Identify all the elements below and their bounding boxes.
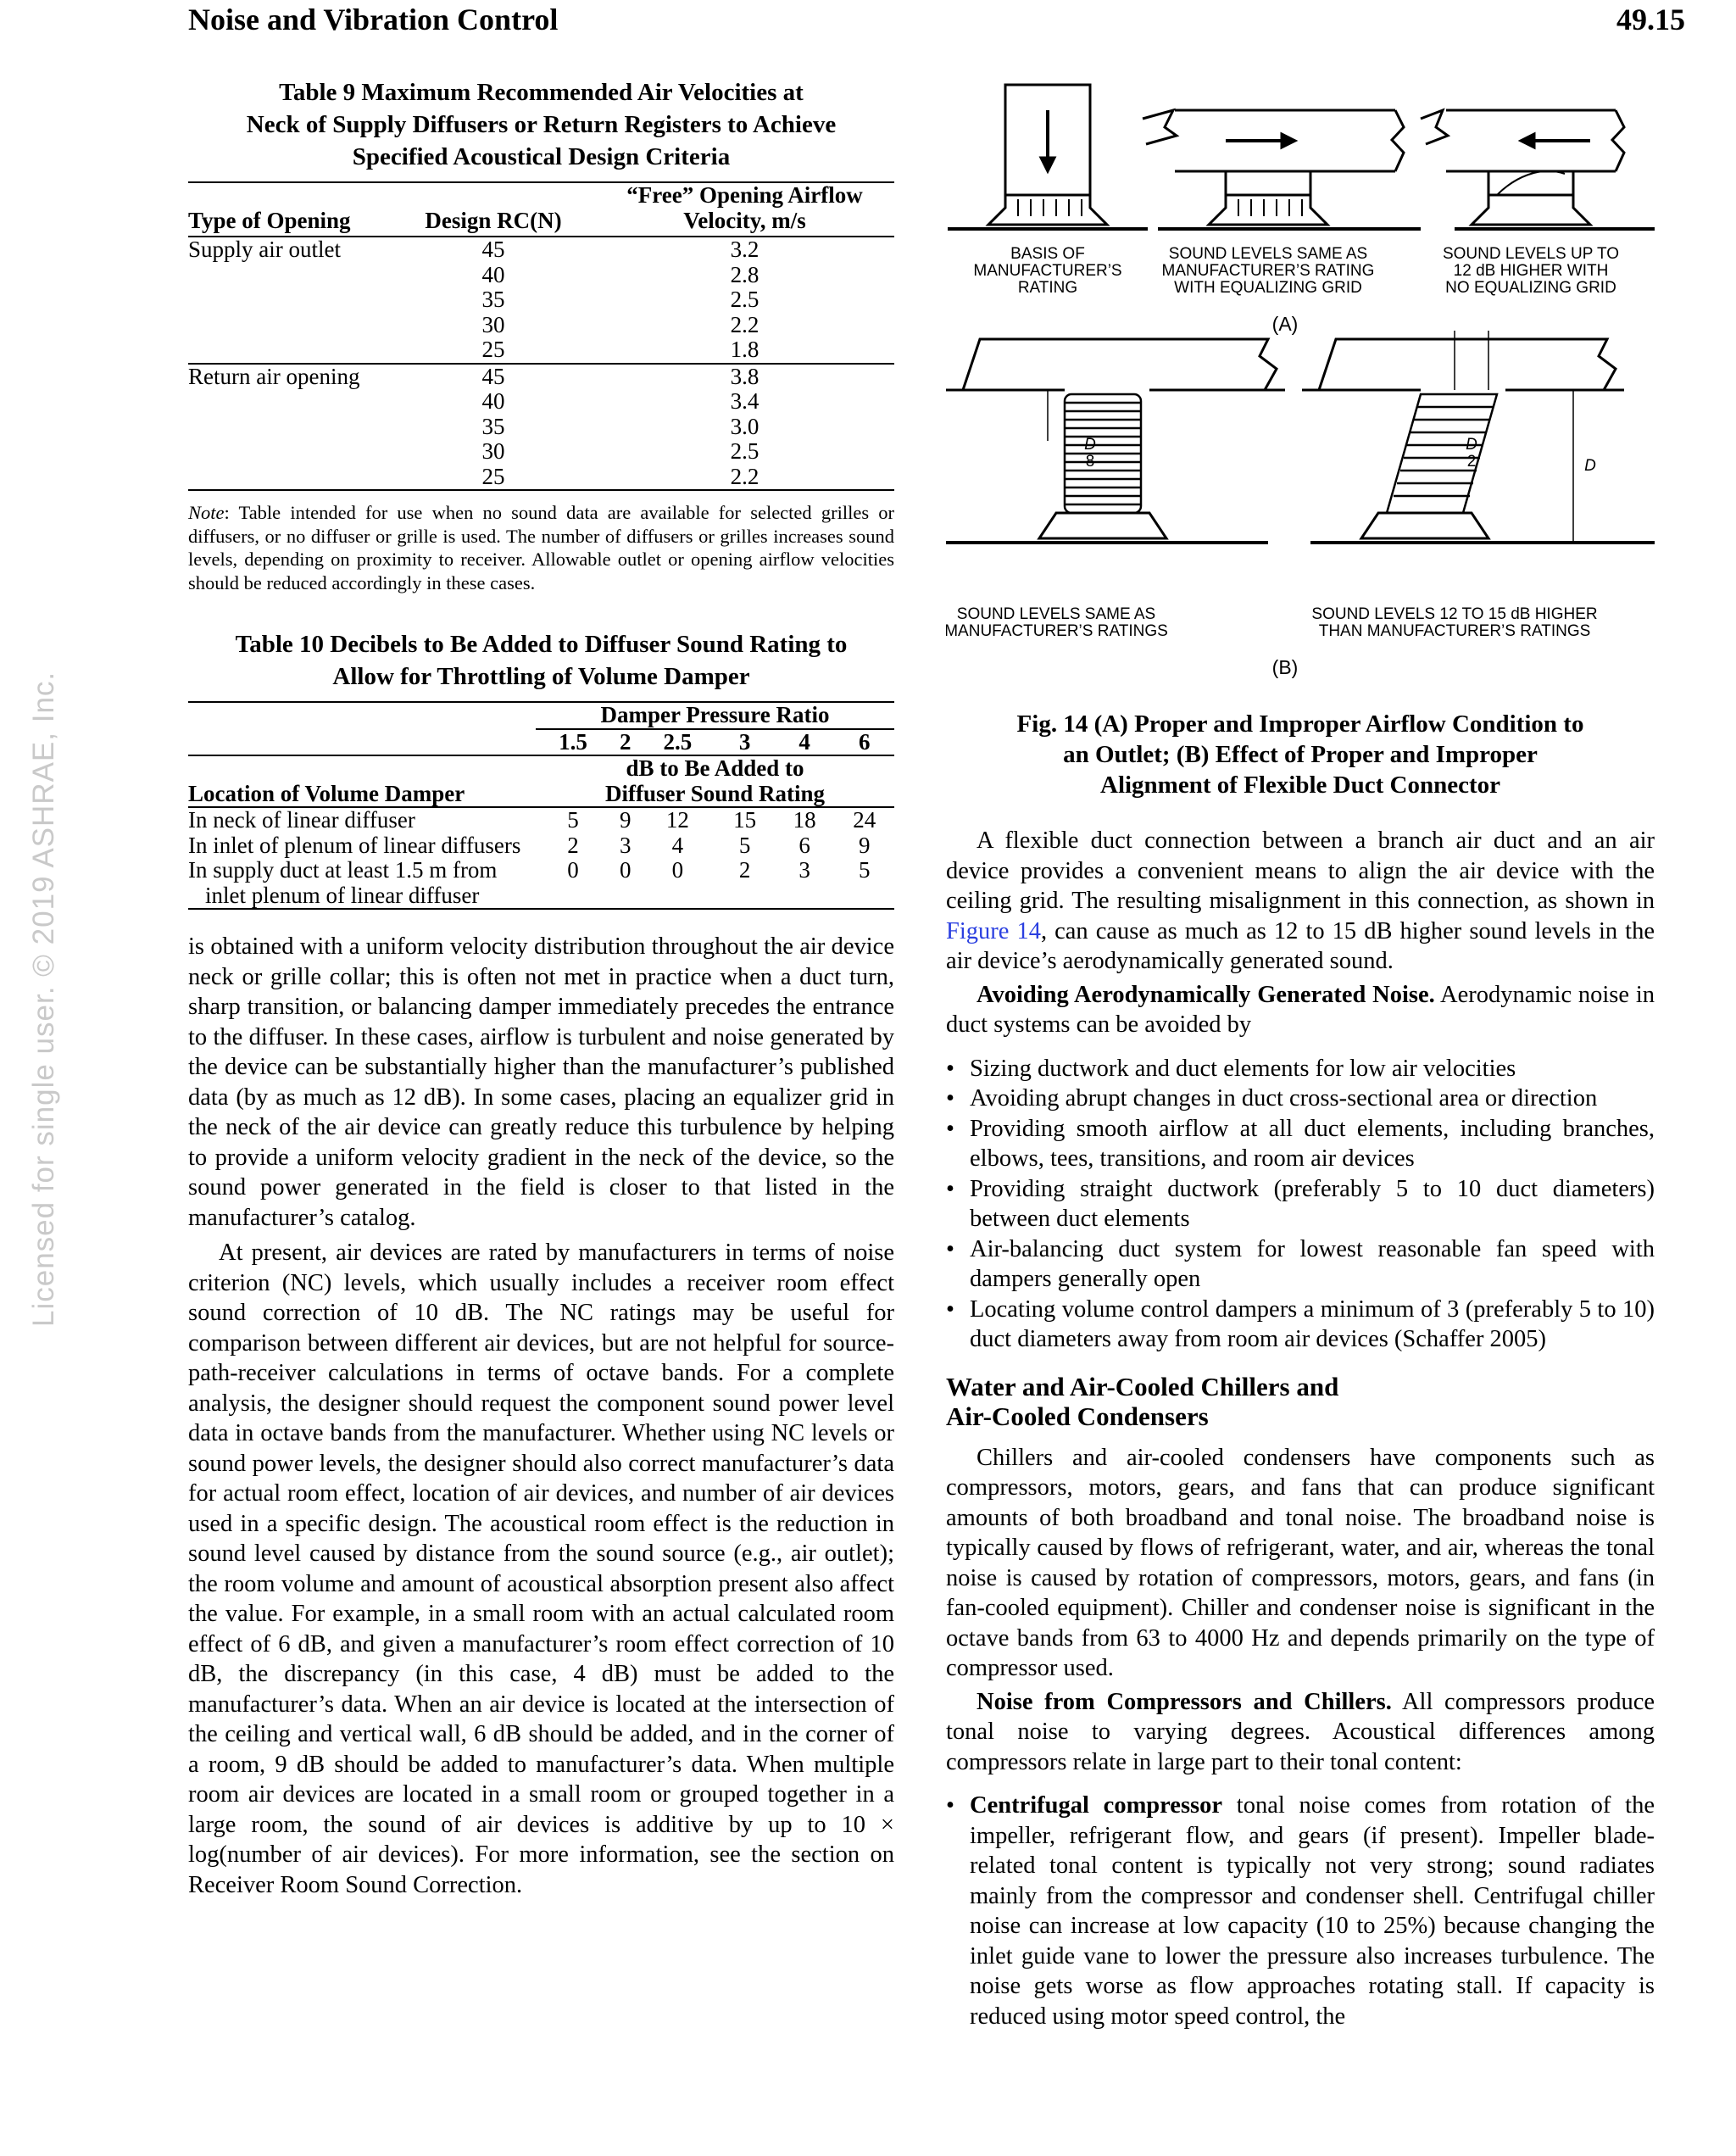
- b2-label-1: SOUND LEVELS 12 TO 15 dB HIGHER: [1311, 605, 1598, 623]
- table10-sub-header: dB to Be Added to Diffuser Sound Rating: [604, 755, 826, 806]
- b2-label-2: THAN MANUFACTURER’S RATINGS: [1318, 622, 1591, 640]
- table9-type-cell: Return air opening: [188, 363, 360, 389]
- left-column: [188, 76, 894, 1900]
- table10-value-cell: 0: [567, 857, 579, 883]
- a2-label-3: WITH EQUALIZING GRID: [1174, 279, 1362, 297]
- table9-type-cell: [188, 465, 392, 491]
- right-paragraph-1: A flexible duct connection between a branch air duct and an air device provides a convenient means to align the air device with the ceiling grid. The resulting misalignment in this connection, as shown in Figure 14, can cause as much as 12 to 15 dB higher sound levels in the air device’s aerodynamically generated sound.: [946, 827, 1655, 974]
- table10-value-cell: 5: [567, 807, 579, 833]
- table9-col-type: Type of Opening: [188, 207, 351, 233]
- dim-d8-den: 8: [1085, 453, 1095, 471]
- table10-location-cell: In supply duct at least 1.5 m from inlet plenum of linear diffuser: [188, 857, 498, 908]
- table9-header-row: [188, 182, 894, 237]
- table9-velocity-cell: 2.2: [730, 463, 760, 489]
- table9-type-cell: [188, 337, 392, 364]
- left-paragraph-2: At present, air devices are rated by manufacturers in terms of noise criterion (NC) levels, which usually includes a receiver room effect sound correction of 10 dB. The NC ratings may be useful for comparison between different air devices, but are not helpful for source-path-receiver calculations in terms of octave bands. For a complete analysis, the designer should request the component sound power level data in octave bands from the manufacturer. Whether using NC levels or sound power levels, the designer should also correct manufacturer’s data for actual room effect, location of air devices, and number of air devices used in a specific design. The acoustical room effect is the reduction in sound level caused by distance from the sound source (e.g., air outlet); the room volume and amount of acoustical absorption present also affect the value. For example, in a small room with an actual calculated room effect of 6 dB, and given a manufacturer’s room effect correction of 10 dB, the discrepancy (in this case, 4 dB) must be added to the manufacturer’s data. When an air device is located at the intersection of the ceiling and vertical wall, 6 dB should be added, and in the corner of a room, 9 dB should be added to manufacturer’s data. When multiple room air devices are located in a small room or grouped together in a large room, the sound of air devices is additive by up to 10 × log(number of air devices). For more information, see the section on Receiver Room Sound Correction.: [188, 1240, 894, 1898]
- table10-row: [188, 807, 894, 833]
- section-heading-chillers: Water and Air-Cooled Chillers and Air-Cooled Condensers: [946, 1371, 1339, 1431]
- aero-noise-bullets: [946, 1054, 1655, 1355]
- table9-row: [188, 287, 894, 313]
- table9-row: [188, 415, 894, 440]
- table10-value-cell: 2: [738, 857, 751, 883]
- b1-label-2: MANUFACTURER’S RATINGS: [946, 622, 1168, 640]
- table10-ratio-header: 2.5: [663, 728, 693, 755]
- bullet-item: • Locating volume control dampers a minimum of 3 (preferably 5 to 10) duct diameters away from room air devices (Schaffer 2005): [946, 1295, 1655, 1355]
- table10-value-cell: 18: [793, 807, 816, 833]
- table9-velocity-cell: 3.8: [730, 363, 760, 389]
- table9-velocity-cell: 3.0: [730, 413, 760, 439]
- table9-velocity-cell: 2.5: [730, 438, 760, 464]
- table10-ratio-header: 3: [738, 728, 751, 755]
- table9-rc-cell: 25: [481, 463, 505, 489]
- table9-col-rc: Design RC(N): [425, 207, 562, 233]
- table9-type-cell: [188, 313, 392, 338]
- license-watermark: Licensed for single user. © 2019 ASHRAE, Inc.: [27, 671, 60, 1327]
- table9-velocity-cell: 2.2: [730, 311, 760, 337]
- a2-label-2: MANUFACTURER’S RATING: [1161, 262, 1375, 280]
- table9-row: [188, 389, 894, 415]
- table10-value-cell: 0: [671, 857, 684, 883]
- table9-velocity-cell: 3.2: [730, 237, 760, 262]
- right-paragraph-2: Avoiding Aerodynamically Generated Noise. Aerodynamic noise in duct systems can be avoided by: [946, 981, 1655, 1038]
- figure-14: [946, 76, 1655, 704]
- table9-rc-cell: 35: [481, 287, 505, 312]
- table9-type-cell: Supply air outlet: [188, 237, 341, 262]
- figure-14-caption: Fig. 14 (A) Proper and Improper Airflow Condition to an Outlet; (B) Effect of Proper and Improper Alignment of Flexible Duct Connector: [1016, 710, 1584, 799]
- table10: [188, 701, 894, 910]
- running-header-title: Noise and Vibration Control: [188, 3, 559, 36]
- dim-d: D: [1584, 457, 1596, 475]
- table10-value-cell: 12: [665, 807, 689, 833]
- bullet-centrifugal: • Centrifugal compressor tonal noise comes from rotation of the impeller, refrigerant flow, and gears (if present). Impeller blade-related tonal content is typically not very strong; sound radiates mainly from the compressor and condenser shell. Centrifugal chiller noise can increase at low capacity (10 to 25%) because changing the inlet guide vane to lower the pressure also increases turbulence. The noise gets worse as flow approaches rotating stall. If capacity is reduced using motor speed control, the: [946, 1791, 1655, 2031]
- table9-row: [188, 313, 894, 338]
- table9-rc-cell: 40: [481, 388, 505, 414]
- table10-row: [188, 833, 894, 859]
- bullet-item: • Avoiding abrupt changes in duct cross-sectional area or direction: [946, 1084, 1655, 1114]
- table10-caption: Table 10 Decibels to Be Added to Diffuser Sound Rating to Allow for Throttling of Volume Damper: [235, 631, 848, 690]
- table9-row: [188, 237, 894, 263]
- table9-rc-cell: 30: [481, 311, 505, 337]
- table9-velocity-cell: 2.8: [730, 261, 760, 287]
- table9-note: Note: Table intended for use when no sound data are available for selected grilles or diffusers, or no diffuser or grille is used. The number of diffusers or grilles increases sound levels, depending on proximity to receiver. Allowable outlet or opening airflow velocities should be reduced accordingly in these cases.: [188, 502, 894, 593]
- right-paragraph-3: Chillers and air-cooled condensers have components such as compressors, motors, gears, and fans that can produce significant amounts of both broadband and tonal noise. The broadband noise is typically caused by flows of refrigerant, water, and air, whereas the tonal noise is caused by rotation of compressors, motors, gears, and fans (in fan-cooled equipment). Chiller and condenser noise is significant in the octave bands from 63 to 4000 Hz and depends primarily on the type of compressor used.: [946, 1444, 1655, 1681]
- table10-value-cell: 5: [738, 832, 751, 858]
- table10-ratio-header: 2: [619, 728, 632, 755]
- table10-value-cell: 24: [853, 807, 876, 833]
- table9-velocity-cell: 3.4: [730, 388, 760, 414]
- table9-type-cell: [188, 415, 392, 440]
- a1-label-2: MANUFACTURER’S: [973, 262, 1122, 280]
- b1-label-1: SOUND LEVELS SAME AS: [956, 605, 1156, 623]
- dim-d8-num: D: [1084, 436, 1096, 454]
- table9-velocity-cell: 1.8: [730, 337, 760, 362]
- table10-ratio-header: 4: [798, 728, 810, 755]
- table10-ratio-header: 6: [858, 728, 871, 755]
- table10-value-cell: 9: [619, 807, 632, 833]
- table9-type-cell: [188, 389, 392, 415]
- table9-rc-cell: 25: [481, 337, 505, 362]
- a1-label-1: BASIS OF: [1010, 245, 1085, 263]
- figure-14-link[interactable]: Figure 14: [946, 917, 1041, 944]
- table10-value-cell: 6: [798, 832, 810, 858]
- table10-value-cell: 2: [567, 832, 579, 858]
- a3-label-1: SOUND LEVELS UP TO: [1442, 245, 1620, 263]
- table9-rc-cell: 35: [481, 413, 505, 439]
- bullet-item: • Air-balancing duct system for lowest reasonable fan speed with dampers generally open: [946, 1234, 1655, 1295]
- table9-rc-cell: 40: [481, 261, 505, 287]
- a3-label-2: 12 dB HIGHER WITH: [1453, 262, 1609, 280]
- table10-value-cell: 15: [733, 807, 757, 833]
- table9-row: [188, 364, 894, 390]
- panel-b-label: (B): [1271, 656, 1299, 678]
- table9-row: [188, 439, 894, 465]
- table10-row-header: Location of Volume Damper: [188, 780, 465, 806]
- table10-row: [188, 858, 894, 909]
- panel-a-label: (A): [1271, 313, 1299, 335]
- table9-type-cell: [188, 439, 392, 465]
- page-number: 49.15: [1616, 3, 1685, 36]
- a2-label-1: SOUND LEVELS SAME AS: [1168, 245, 1368, 263]
- table9-row: [188, 263, 894, 288]
- table10-value-cell: 4: [671, 832, 684, 858]
- table10-ratio-header: 1.5: [559, 728, 587, 755]
- bullet-item: • Providing straight ductwork (preferably 5 to 10 duct diameters) between duct elements: [946, 1174, 1655, 1234]
- table9-rc-cell: 45: [481, 237, 505, 262]
- left-paragraph-1: is obtained with a uniform velocity distribution throughout the air device neck or grille collar; this is often not met in practice when a duct turn, sharp transition, or balancing damper immediately precedes the entrance to the diffuser. In these cases, airflow is turbulent and noise generated by the device can be substantially higher than the manufacturer’s published data (by as much as 12 dB). In some cases, placing an equalizer grid in the neck of the air device can greatly reduce this turbulence by helping to provide a uniform velocity gradient in the neck of the device, so the sound power generated in the field is closer to that listed in the manufacturer’s catalog.: [188, 933, 894, 1231]
- dim-d2-num: D: [1466, 436, 1477, 454]
- table10-value-cell: 3: [619, 832, 632, 858]
- bullet-item: • Sizing ductwork and duct elements for low air velocities: [946, 1054, 1655, 1084]
- table9-velocity-cell: 2.5: [730, 287, 760, 312]
- dim-d2-den: 2: [1466, 453, 1477, 471]
- table9: [188, 181, 894, 491]
- table9-caption: Table 9 Maximum Recommended Air Velocities at Neck of Supply Diffusers or Return Registers to Achieve Specified Acoustical Design Criteria: [246, 79, 837, 170]
- a3-label-3: NO EQUALIZING GRID: [1445, 279, 1616, 297]
- table9-rc-cell: 45: [481, 363, 505, 389]
- table9-row: [188, 337, 894, 364]
- table9-type-cell: [188, 287, 392, 313]
- table10-value-cell: 9: [858, 832, 871, 858]
- table9-type-cell: [188, 263, 392, 288]
- table10-value-cell: 5: [858, 857, 871, 883]
- table10-value-cell: 0: [619, 857, 632, 883]
- compressor-bullets: [946, 1791, 1655, 2031]
- table10-group-header: Damper Pressure Ratio: [536, 702, 894, 729]
- a1-label-3: RATING: [1017, 279, 1078, 297]
- table9-row: [188, 465, 894, 491]
- table10-value-cell: 3: [798, 857, 810, 883]
- table10-location-cell: In neck of linear diffuser: [188, 807, 415, 833]
- right-paragraph-4: Noise from Compressors and Chillers. All compressors produce tonal noise to varying degrees. Acoustical differences among compressors relate in large part to their tonal content:: [946, 1688, 1655, 1775]
- table9-rc-cell: 30: [481, 438, 505, 464]
- figure-14-drawing: [946, 76, 1655, 704]
- table10-location-cell: In inlet of plenum of linear diffusers: [188, 832, 521, 858]
- table9-col-velocity: “Free” Opening Airflow Velocity, m/s: [626, 182, 863, 233]
- bullet-item: • Providing smooth airflow at all duct elements, including branches, elbows, tees, transitions, and room air devices: [946, 1114, 1655, 1174]
- right-column: [946, 76, 1655, 2040]
